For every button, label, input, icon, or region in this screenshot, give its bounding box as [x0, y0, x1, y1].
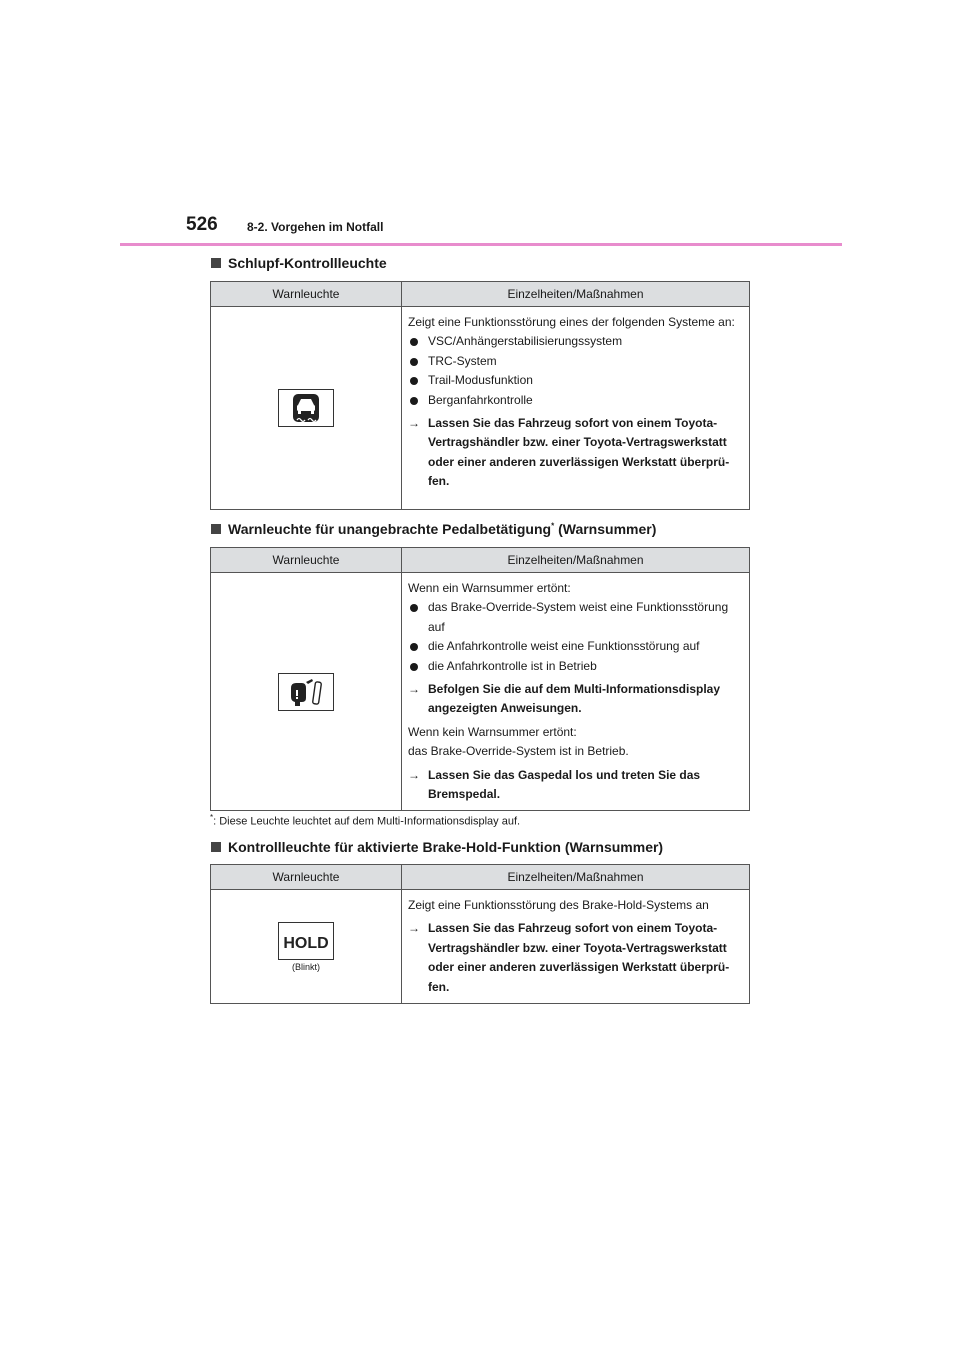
icon-cell: [211, 307, 402, 510]
footnote-marker: *: [210, 813, 214, 822]
details-cell: [402, 573, 750, 811]
list-item: Trail-Modusfunktion: [408, 371, 743, 390]
column-header-details: Einzelheiten/Maßnahmen: [402, 282, 750, 307]
column-header-details: Einzelheiten/Maßnahmen: [402, 548, 750, 573]
footnote-marker: *: [551, 521, 555, 531]
square-bullet-icon: [211, 258, 221, 268]
page-number: 526: [186, 214, 218, 235]
arrow-right-icon: →: [408, 416, 420, 431]
section-heading-pedal: Warnleuchte für unangebrachte Pedalbetätigung* (Warnsummer): [211, 521, 656, 537]
section-heading-slip: Schlupf-Kontrollleuchte: [211, 255, 387, 271]
intro-text: Zeigt eine Funktionsstörung des Brake-Hold-Systems an: [408, 898, 709, 912]
arrow-right-icon: →: [408, 682, 420, 697]
brake-hold-icon-label: HOLD: [283, 934, 329, 952]
list-item: TRC-System: [408, 352, 743, 371]
warning-table-slip: [210, 281, 750, 510]
column-header-light: Warnleuchte: [211, 865, 402, 890]
arrow-right-icon: →: [408, 767, 420, 782]
action-text: → Befolgen Sie die auf dem Multi-Informationsdisplay angezeigten Anweisungen.: [408, 682, 721, 716]
details-cell: [402, 890, 750, 1004]
action-text: → Lassen Sie das Fahrzeug sofort von einem Toyota-Vertragshändler bzw. einer Toyota-Vertragswerkstatt oder einer anderen zuverlässigen Werkstatt überprü-fen.: [408, 921, 730, 994]
icon-cell: [211, 573, 402, 811]
list-item: VSC/Anhängerstabilisierungssystem: [408, 332, 743, 351]
intro-text: Wenn kein Warnsummer ertönt:: [408, 724, 577, 739]
column-header-light: Warnleuchte: [211, 548, 402, 573]
footnote: *: Diese Leuchte leuchtet auf dem Multi-Informationsdisplay auf.: [210, 813, 521, 828]
list-item: die Anfahrkontrolle weist eine Funktionsstörung auf: [408, 637, 743, 656]
square-bullet-icon: [211, 524, 221, 534]
pedal-warning-icon: [278, 673, 334, 711]
body-text: das Brake-Override-System ist in Betrieb.: [408, 744, 629, 759]
section-heading-brake-hold: Kontrollleuchte für aktivierte Brake-Hold-Funktion (Warnsummer): [211, 839, 663, 855]
icon-caption: (Blinkt): [291, 961, 320, 972]
icon-cell: [211, 890, 402, 1004]
warning-table-pedal: [210, 547, 750, 811]
action-text: → Lassen Sie das Fahrzeug sofort von einem Toyota-Vertragshändler bzw. einer Toyota-Vertragswerkstatt oder einer anderen zuverlässigen Werkstatt überprü-fen.: [408, 416, 730, 489]
action-text: → Lassen Sie das Gaspedal los und treten Sie das Bremspedal.: [408, 767, 701, 802]
brake-hold-icon: [278, 922, 334, 960]
intro-text: Wenn ein Warnsummer ertönt:: [408, 581, 571, 595]
slip-indicator-icon: [278, 389, 334, 427]
list-item: Berganfahrkontrolle: [408, 391, 743, 410]
warning-table-brake-hold: [210, 864, 750, 1004]
column-header-light: Warnleuchte: [211, 282, 402, 307]
header-divider: [120, 243, 842, 246]
list-item: die Anfahrkontrolle ist in Betrieb: [408, 657, 743, 676]
chapter-title: 8-2. Vorgehen im Notfall: [247, 220, 384, 234]
intro-text: Zeigt eine Funktionsstörung eines der folgenden Systeme an:: [408, 315, 735, 329]
details-cell: [402, 307, 750, 510]
arrow-right-icon: →: [408, 921, 420, 936]
square-bullet-icon: [211, 842, 221, 852]
list-item: das Brake-Override-System weist eine Funktionsstörung auf: [408, 598, 743, 637]
column-header-details: Einzelheiten/Maßnahmen: [402, 865, 750, 890]
